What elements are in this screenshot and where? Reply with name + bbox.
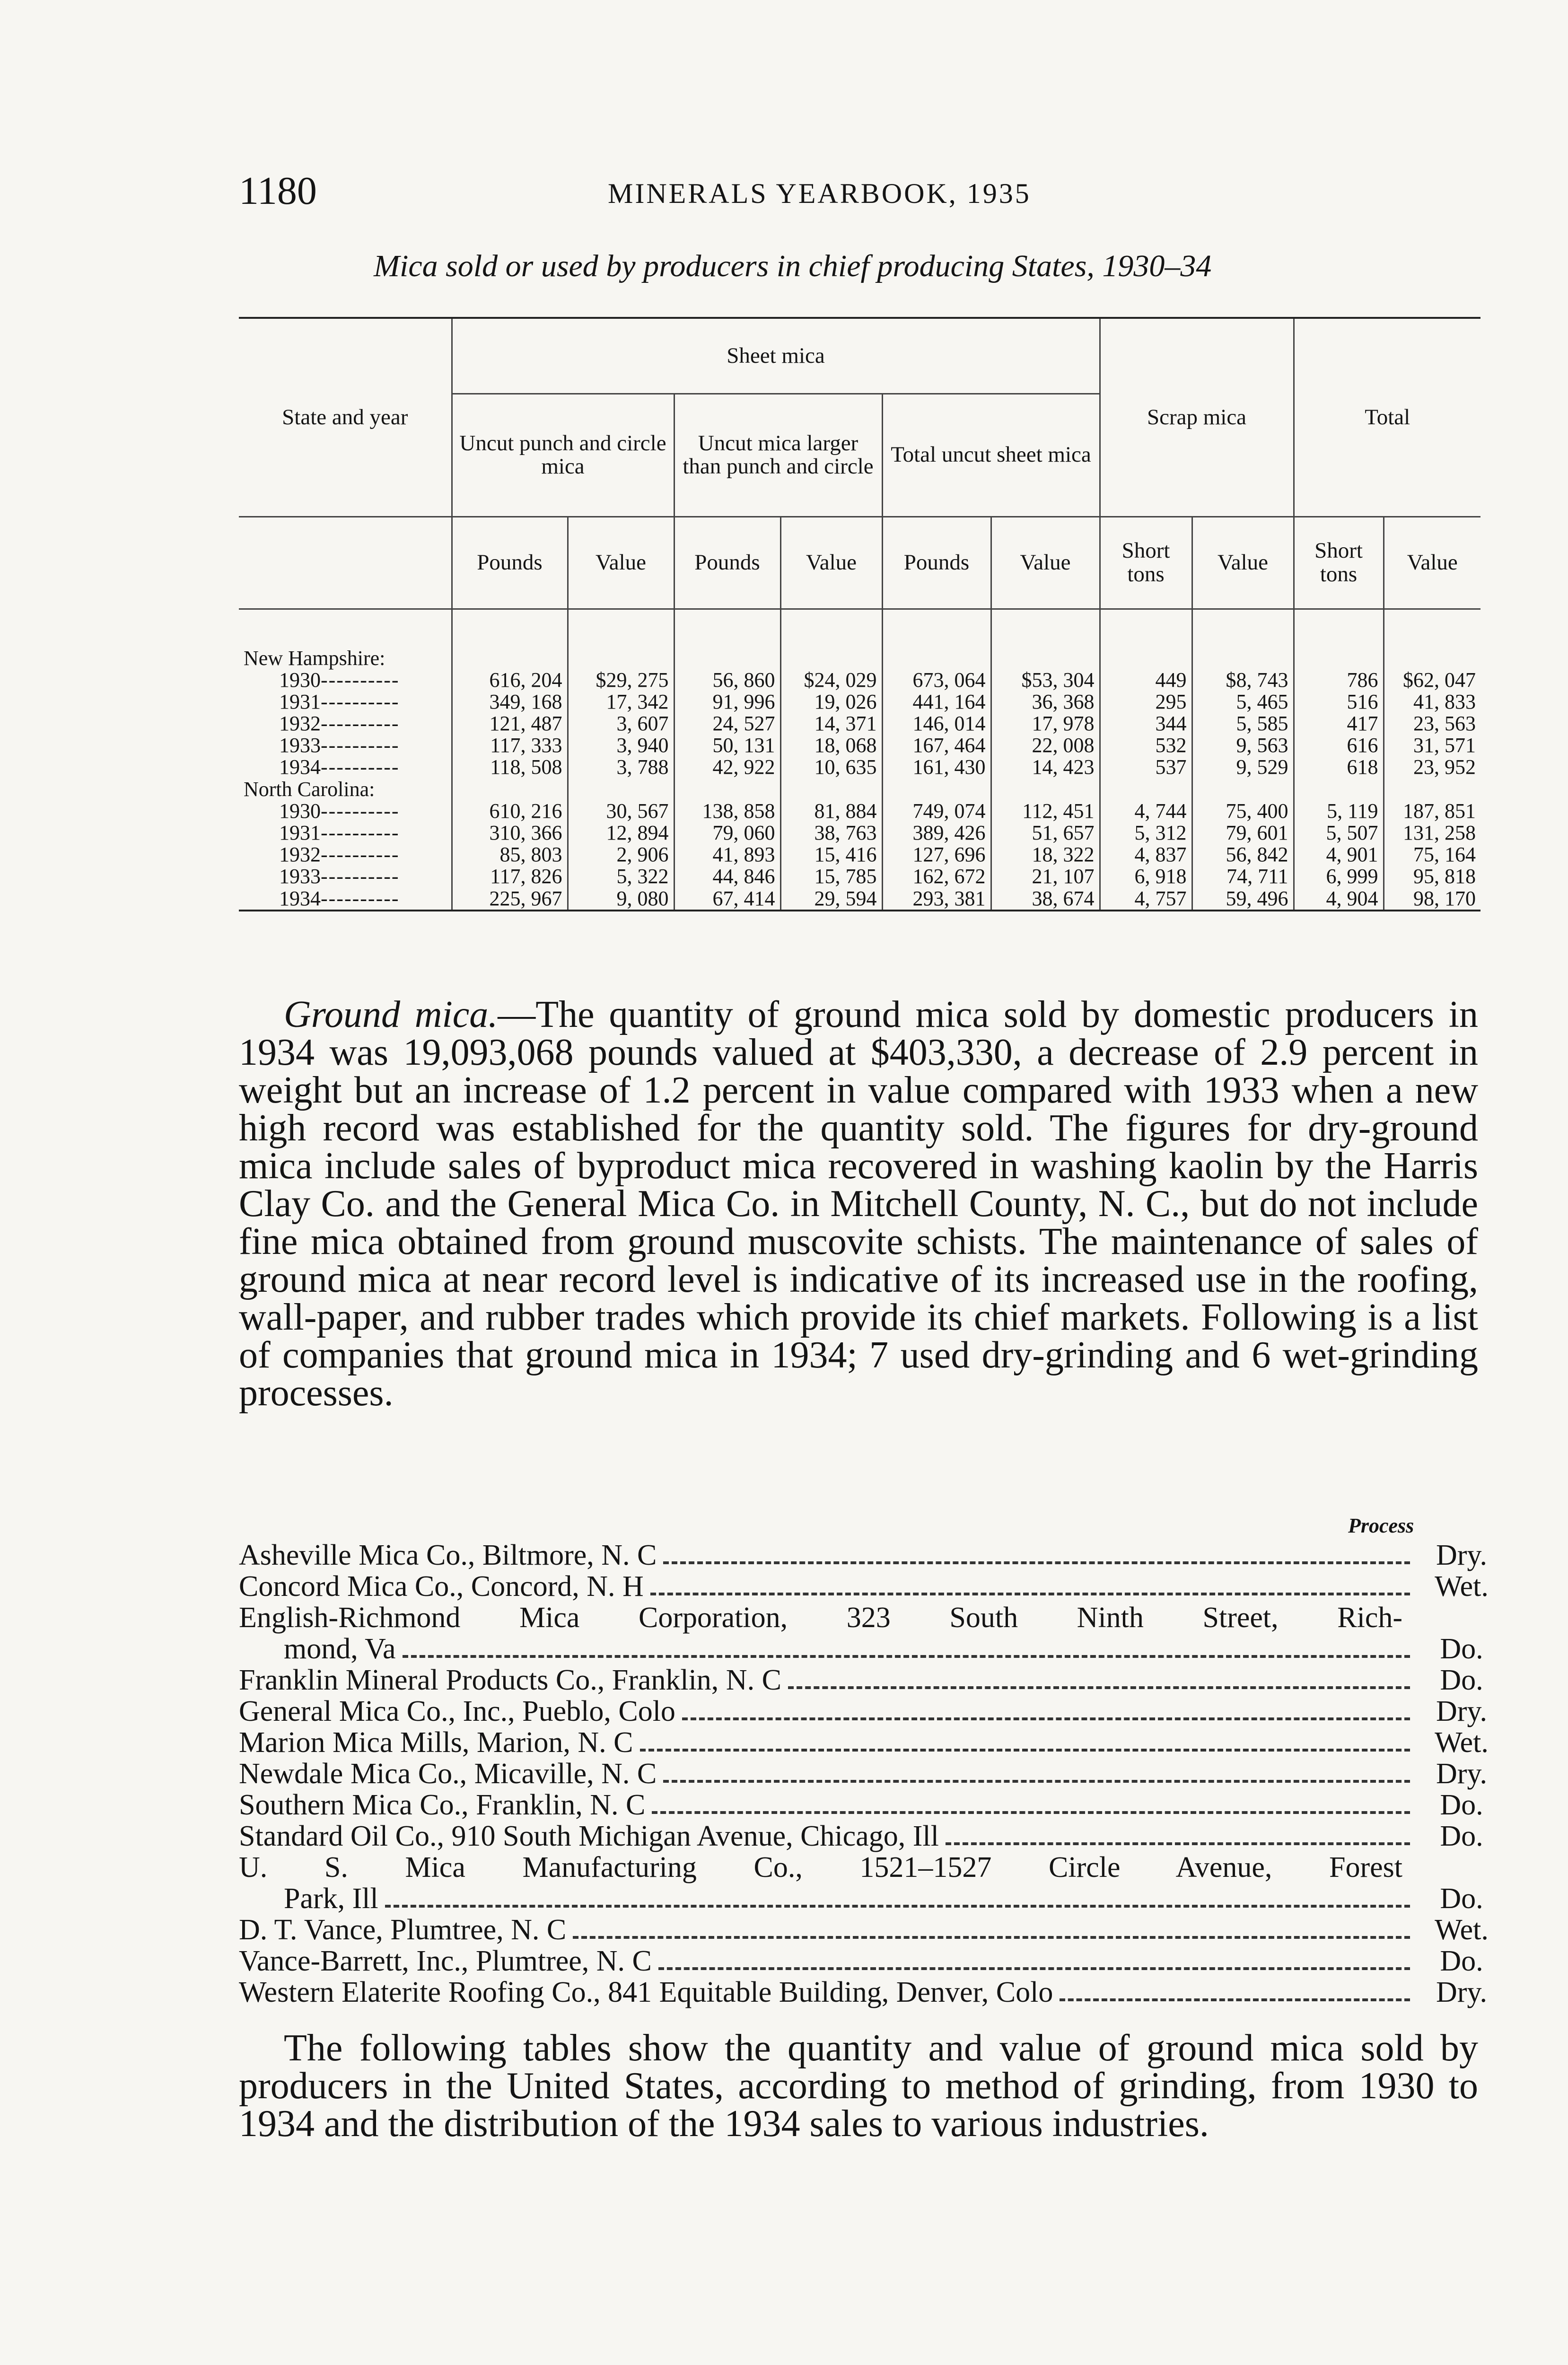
value-cell: 59, 496 (1192, 888, 1294, 911)
company-process: Wet. (1435, 1570, 1489, 1603)
year-cell: 1932---------- (279, 712, 400, 736)
value-cell: $29, 275 (568, 669, 674, 691)
paragraph-ground-mica (239, 996, 1478, 1412)
value-cell: 91, 996 (674, 691, 780, 713)
value-cell: 95, 818 (1384, 866, 1480, 887)
value-cell: 15, 416 (780, 844, 882, 866)
company-process: Dry. (1436, 1539, 1487, 1571)
year-cell: 1931---------- (279, 821, 400, 844)
company-process: Do. (1440, 1945, 1483, 1977)
value-cell: 38, 763 (780, 822, 882, 844)
company-list (239, 1540, 1507, 2008)
header-state-year: State and year (239, 318, 452, 517)
value-cell: 9, 563 (1192, 735, 1294, 756)
company-item (239, 1696, 1507, 1727)
value-cell: 5, 507 (1294, 822, 1384, 844)
value-cell: 41, 833 (1384, 691, 1480, 713)
table-row (239, 866, 1480, 887)
paragraph-text: —The quantity of ground mica sold by domestic producers in 1934 was 19,093,068 pounds valued at $403,330, a decrease of 2.9 percent in weight but an increase of 1.2 percent in value compared with 1933 when a new high record was established for the quantity sold. The figures for dry-ground mica include sales of byproduct mica recovered in washing kaolin by the Harris Clay Co. and the General Mica Co. in Mitchell County, N. C., but do not include fine mica obtained from ground muscovite schists. The maintenance of sales of ground mica at near record level is indicative of its increased use in the roofing, wall-paper, and rubber trades which provide its chief markets. Following is a list of companies that ground mica in 1934; 7 used dry-grinding and 6 wet-grinding processes. (239, 994, 1479, 1414)
value-cell: 56, 860 (674, 669, 780, 691)
value-cell: 4, 837 (1100, 844, 1192, 866)
company-item (239, 1540, 1507, 1571)
value-cell: 98, 170 (1384, 888, 1480, 911)
value-cell: 18, 322 (991, 844, 1100, 866)
value-cell: 17, 342 (568, 691, 674, 713)
year-cell: 1933---------- (279, 734, 400, 757)
unit-value: Value (1192, 517, 1294, 609)
year-cell: 1930---------- (279, 799, 400, 823)
table-caption: Mica sold or used by producers in chief producing States, 1930–34 (374, 249, 1212, 283)
table-row (239, 844, 1480, 866)
value-cell: 21, 107 (991, 866, 1100, 887)
value-cell: 146, 014 (882, 713, 991, 735)
company-process: Do. (1440, 1664, 1483, 1696)
page-header (239, 168, 1388, 220)
year-cell: 1930---------- (279, 668, 400, 692)
company-process: Dry. (1436, 1976, 1487, 2008)
value-cell: 51, 657 (991, 822, 1100, 844)
header-scrap-mica: Scrap mica (1100, 318, 1294, 517)
value-cell: 616 (1294, 735, 1384, 756)
value-cell: 162, 672 (882, 866, 991, 887)
value-cell: 3, 788 (568, 756, 674, 778)
value-cell: 2, 906 (568, 844, 674, 866)
value-cell: 29, 594 (780, 888, 882, 911)
company-name: Concord Mica Co., Concord, N. H (239, 1570, 644, 1603)
value-cell: $8, 743 (1192, 669, 1294, 691)
company-process: Dry. (1436, 1758, 1487, 1790)
company-name: Marion Mica Mills, Marion, N. C (239, 1726, 633, 1759)
year-cell: 1934---------- (279, 886, 400, 910)
value-cell: 225, 967 (452, 888, 568, 911)
value-cell: 15, 785 (780, 866, 882, 887)
value-cell: 23, 563 (1384, 713, 1480, 735)
value-cell: 67, 414 (674, 888, 780, 911)
value-cell: 38, 674 (991, 888, 1100, 911)
value-cell: 12, 894 (568, 822, 674, 844)
unit-value: Value (780, 517, 882, 609)
company-item (239, 1821, 1507, 1852)
table-row (239, 691, 1480, 713)
company-process: Wet. (1435, 1726, 1489, 1759)
year-cell: 1933---------- (279, 865, 400, 888)
value-cell: 14, 371 (780, 713, 882, 735)
year-cell: 1932---------- (279, 843, 400, 867)
company-name: Southern Mica Co., Franklin, N. C (239, 1789, 646, 1821)
value-cell: 79, 060 (674, 822, 780, 844)
value-cell: 4, 757 (1100, 888, 1192, 911)
value-cell: 310, 366 (452, 822, 568, 844)
company-item (239, 1945, 1507, 1977)
value-cell: 610, 216 (452, 800, 568, 822)
value-cell: 4, 901 (1294, 844, 1384, 866)
value-cell: 74, 711 (1192, 866, 1294, 887)
value-cell: 6, 999 (1294, 866, 1384, 887)
state-name: North Carolina: (244, 777, 375, 801)
value-cell: 24, 527 (674, 713, 780, 735)
value-cell: 618 (1294, 756, 1384, 778)
value-cell: 121, 487 (452, 713, 568, 735)
value-cell: 81, 884 (780, 800, 882, 822)
unit-pounds: Pounds (452, 517, 568, 609)
company-name: English-Richmond Mica Corporation, 323 South Ninth Street, Rich- (239, 1602, 1402, 1634)
value-cell: 18, 068 (780, 735, 882, 756)
value-cell: $62, 047 (1384, 669, 1480, 691)
value-cell: 293, 381 (882, 888, 991, 911)
company-name: General Mica Co., Inc., Pueblo, Colo (239, 1695, 675, 1727)
unit-value: Value (991, 517, 1100, 609)
unit-pounds: Pounds (674, 517, 780, 609)
value-cell: 23, 952 (1384, 756, 1480, 778)
value-cell: 17, 978 (991, 713, 1100, 735)
value-cell: 349, 168 (452, 691, 568, 713)
mica-table (239, 317, 1480, 917)
paragraph-following-tables: The following tables show the quantity and value of ground mica sold by producers in the United States, according to method of grinding, from 1930 to 1934 and the distribution of the 1934 sales to various industries. (239, 2027, 1478, 2145)
paragraph-lead: Ground mica. (284, 994, 498, 1035)
value-cell: 749, 074 (882, 800, 991, 822)
value-cell: $53, 304 (991, 669, 1100, 691)
value-cell: 10, 635 (780, 756, 882, 778)
value-cell: 344 (1100, 713, 1192, 735)
company-item (239, 1758, 1507, 1789)
header-punch-circle: Uncut punch and circle mica (452, 394, 674, 517)
table-row (239, 888, 1480, 911)
company-process: Do. (1440, 1820, 1483, 1852)
company-process: Dry. (1436, 1695, 1487, 1727)
value-cell: 786 (1294, 669, 1384, 691)
value-cell: 56, 842 (1192, 844, 1294, 866)
value-cell: 118, 508 (452, 756, 568, 778)
value-cell: 138, 858 (674, 800, 780, 822)
value-cell: 537 (1100, 756, 1192, 778)
table-row (239, 713, 1480, 735)
value-cell: 5, 585 (1192, 713, 1294, 735)
value-cell: 616, 204 (452, 669, 568, 691)
value-cell: 441, 164 (882, 691, 991, 713)
unit-short-tons: Short tons (1294, 517, 1384, 609)
company-item (239, 1664, 1507, 1696)
value-cell: 50, 131 (674, 735, 780, 756)
value-cell: 85, 803 (452, 844, 568, 866)
value-cell: 79, 601 (1192, 822, 1294, 844)
company-process: Wet. (1435, 1914, 1489, 1946)
value-cell: 295 (1100, 691, 1192, 713)
value-cell: 44, 846 (674, 866, 780, 887)
company-name: D. T. Vance, Plumtree, N. C (239, 1914, 567, 1946)
value-cell: 5, 119 (1294, 800, 1384, 822)
year-cell: 1931---------- (279, 690, 400, 713)
value-cell: 31, 571 (1384, 735, 1480, 756)
header-total: Total (1294, 318, 1480, 517)
company-item (239, 1727, 1507, 1758)
company-process: Do. (1440, 1789, 1483, 1821)
company-item (239, 1977, 1507, 2008)
company-process: Do. (1440, 1883, 1483, 1915)
value-cell: 19, 026 (780, 691, 882, 713)
value-cell: 5, 465 (1192, 691, 1294, 713)
value-cell: 14, 423 (991, 756, 1100, 778)
value-cell: 3, 607 (568, 713, 674, 735)
company-name: Asheville Mica Co., Biltmore, N. C (239, 1539, 657, 1571)
table-row (239, 800, 1480, 822)
value-cell: $24, 029 (780, 669, 882, 691)
value-cell: 30, 567 (568, 800, 674, 822)
state-group-row (239, 609, 1480, 669)
company-name-continued: Park, Ill (284, 1883, 378, 1915)
company-item (239, 1914, 1507, 1945)
state-group-row (239, 779, 1480, 800)
value-cell: 5, 312 (1100, 822, 1192, 844)
header-sheet-mica: Sheet mica (452, 318, 1100, 394)
value-cell: 389, 426 (882, 822, 991, 844)
company-name: Franklin Mineral Products Co., Franklin, N. C (239, 1664, 781, 1696)
company-item (239, 1789, 1507, 1821)
company-name-continued: mond, Va (284, 1633, 396, 1665)
value-cell: 9, 080 (568, 888, 674, 911)
table-row (239, 756, 1480, 778)
company-process: Do. (1440, 1633, 1483, 1665)
table-row (239, 735, 1480, 756)
company-name: Vance-Barrett, Inc., Plumtree, N. C (239, 1945, 652, 1977)
company-name: Newdale Mica Co., Micaville, N. C (239, 1758, 657, 1790)
value-cell: 417 (1294, 713, 1384, 735)
table-row (239, 822, 1480, 844)
header-total-sheet: Total uncut sheet mica (882, 394, 1100, 517)
value-cell: 36, 368 (991, 691, 1100, 713)
value-cell: 127, 696 (882, 844, 991, 866)
unit-value: Value (1384, 517, 1480, 609)
page-number: 1180 (239, 169, 317, 213)
company-item (239, 1852, 1507, 1914)
company-name: Western Elaterite Roofing Co., 841 Equitable Building, Denver, Colo (239, 1976, 1053, 2008)
value-cell: 516 (1294, 691, 1384, 713)
value-cell: 532 (1100, 735, 1192, 756)
value-cell: 41, 893 (674, 844, 780, 866)
value-cell: 673, 064 (882, 669, 991, 691)
company-name: U. S. Mica Manufacturing Co., 1521–1527 Circle Avenue, Forest (239, 1851, 1402, 1883)
value-cell: 42, 922 (674, 756, 780, 778)
value-cell: 75, 164 (1384, 844, 1480, 866)
unit-short-tons: Short tons (1100, 517, 1192, 609)
value-cell: 449 (1100, 669, 1192, 691)
unit-pounds: Pounds (882, 517, 991, 609)
value-cell: 117, 826 (452, 866, 568, 887)
value-cell: 161, 430 (882, 756, 991, 778)
process-column-label: Process (1348, 1514, 1414, 1537)
value-cell: 6, 918 (1100, 866, 1192, 887)
company-name: Standard Oil Co., 910 South Michigan Avenue, Chicago, Ill (239, 1820, 939, 1852)
company-item (239, 1571, 1507, 1602)
unit-value: Value (568, 517, 674, 609)
value-cell: 75, 400 (1192, 800, 1294, 822)
value-cell: 22, 008 (991, 735, 1100, 756)
value-cell: 9, 529 (1192, 756, 1294, 778)
value-cell: 117, 333 (452, 735, 568, 756)
value-cell: 187, 851 (1384, 800, 1480, 822)
table-row (239, 669, 1480, 691)
value-cell: 131, 258 (1384, 822, 1480, 844)
running-title: MINERALS YEARBOOK, 1935 (608, 178, 1031, 209)
header-larger-than-punch: Uncut mica larger than punch and circle (674, 394, 882, 517)
value-cell: 5, 322 (568, 866, 674, 887)
value-cell: 167, 464 (882, 735, 991, 756)
company-item (239, 1602, 1507, 1664)
value-cell: 4, 904 (1294, 888, 1384, 911)
value-cell: 3, 940 (568, 735, 674, 756)
value-cell: 4, 744 (1100, 800, 1192, 822)
year-cell: 1934---------- (279, 755, 400, 779)
table-body (239, 609, 1480, 911)
value-cell: 112, 451 (991, 800, 1100, 822)
state-name: New Hampshire: (244, 646, 385, 670)
